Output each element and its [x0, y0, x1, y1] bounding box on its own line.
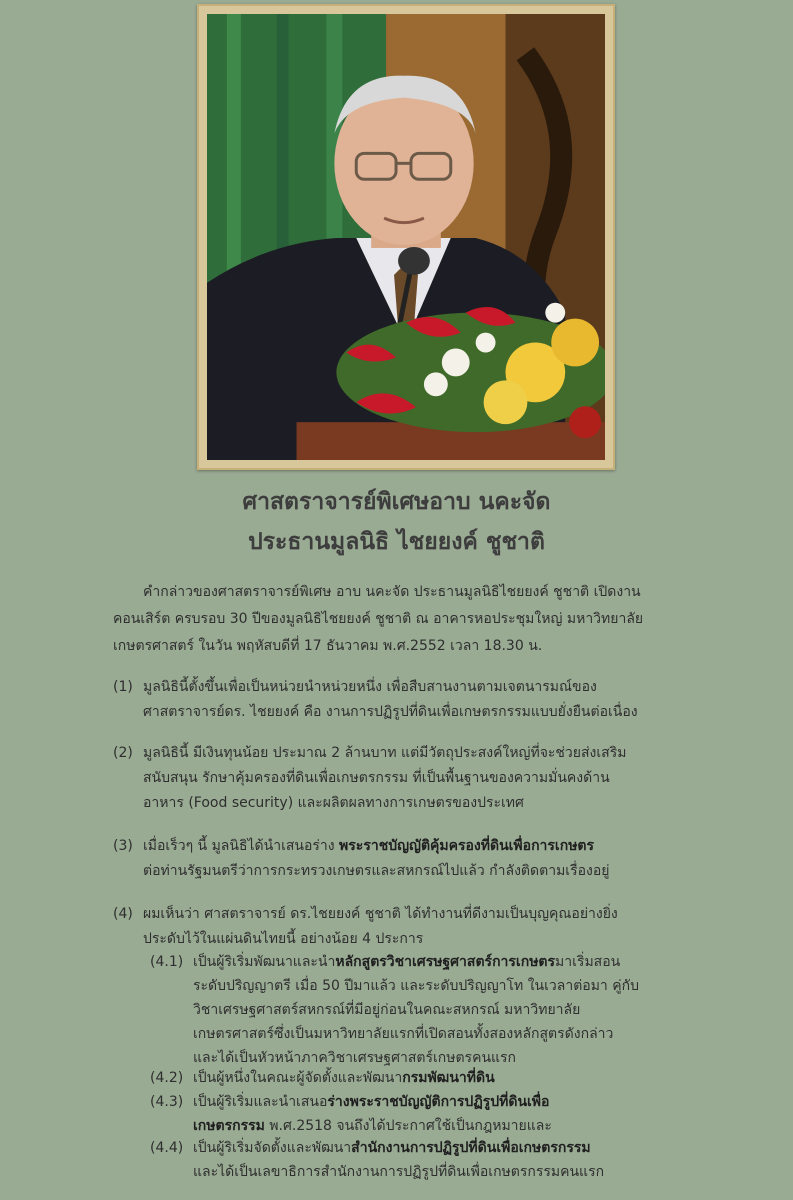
sub-item-line: [193, 1090, 549, 1114]
item-line: ประดับไว้ในแผ่นดินไทยนี้ อย่างน้อย 4 ประการ: [143, 931, 424, 947]
page-subtitle: ประธานมูลนิธิ ไชยยงค์ ชูชาติ: [248, 529, 545, 555]
sub-item-line: วิชาเศรษฐศาสตร์สหกรณ์ที่มีอยู่ก่อนในคณะสหกรณ์ มหาวิทยาลัย: [193, 1002, 581, 1018]
curriculum-name: หลักสูตรวิชาเศรษฐศาสตร์การเกษตร: [335, 954, 556, 970]
sub-item-text: เป็นผู้ริเริ่มพัฒนาและนำ: [193, 954, 336, 970]
department-name: กรมพัฒนาที่ดิน: [402, 1070, 495, 1086]
sub-item-text: เป็นผู้ริเริ่มและนำเสนอ: [193, 1094, 328, 1110]
item-line: ศาสตราจารย์ดร. ไชยยงค์ คือ งานการปฏิรูปที่ดินเพื่อเกษตรกรรมแบบยั่งยืนต่อเนื่อง: [143, 704, 638, 720]
item-number: (3): [113, 838, 133, 854]
sub-item-line: [193, 1066, 495, 1090]
sub-item-number: (4.2): [150, 1070, 184, 1086]
item-line: [143, 834, 594, 858]
sub-item-number: (4.4): [150, 1140, 184, 1156]
portrait-frame: [197, 4, 615, 470]
item-number: (2): [113, 745, 133, 761]
sub-item-text: เป็นผู้หนึ่งในคณะผู้จัดตั้งและพัฒนา: [193, 1070, 403, 1086]
sub-item-line: [193, 1136, 591, 1160]
sub-item-number: (4.1): [150, 954, 184, 970]
bill-name: พระราชบัญญัติคุ้มครองที่ดินเพื่อการเกษตร: [339, 838, 595, 854]
item-line: มูลนิธินี้ตั้งขึ้นเพื่อเป็นหน่วยนำหน่วยหนึ่ง เพื่อสืบสานงานตามเจตนารมณ์ของ: [143, 679, 597, 695]
item-line: ต่อท่านรัฐมนตรีว่าการกระทรวงเกษตรและสหกรณ์ไปแล้ว กำลังติดตามเรื่องอยู่: [143, 863, 610, 879]
sub-item-line: [193, 1114, 552, 1138]
item-line: มูลนิธินี้ มีเงินทุนน้อย ประมาณ 2 ล้านบาท แต่มีวัตถุประสงค์ใหญ่ที่จะช่วยส่งเสริม: [143, 745, 627, 761]
office-name: สำนักงานการปฏิรูปที่ดินเพื่อเกษตรกรรม: [351, 1140, 591, 1156]
sub-item-text: มาเริ่มสอน: [555, 954, 621, 970]
item-text: เมื่อเร็วๆ นี้ มูลนิธิได้นำเสนอร่าง: [143, 838, 340, 854]
page-title: ศาสตราจารย์พิเศษอาบ นคะจัด: [242, 489, 551, 515]
sub-item-line: และได้เป็นเลขาธิการสำนักงานการปฏิรูปที่ดินเพื่อเกษตรกรรมคนแรก: [193, 1164, 605, 1180]
intro-line: คำกล่าวของศาสตราจารย์พิเศษ อาบ นคะจัด ประธานมูลนิธิไชยยงค์ ชูชาติ เปิดงาน: [143, 584, 641, 600]
sub-item-line: เกษตรศาสตร์ซึ่งเป็นมหาวิทยาลัยแรกที่เปิดสอนทั้งสองหลักสูตรดังกล่าว: [193, 1026, 614, 1042]
item-number: (4): [113, 906, 133, 922]
sub-item-text: เป็นผู้ริเริ่มจัดตั้งและพัฒนา: [193, 1140, 352, 1156]
item-line: อาหาร (Food security) และผลิตผลทางการเกษตรของประเทศ: [143, 795, 524, 811]
bill-name: เกษตรกรรม: [193, 1118, 265, 1134]
sub-item-line: [193, 950, 620, 974]
item-number: (1): [113, 679, 133, 695]
sub-item-text: พ.ศ.2518 จนถึงได้ประกาศใช้เป็นกฎหมายและ: [264, 1118, 552, 1134]
sub-item-number: (4.3): [150, 1094, 184, 1110]
bill-name: ร่างพระราชบัญญัติการปฏิรูปที่ดินเพื่อ: [327, 1094, 550, 1110]
sub-item-line: ระดับปริญญาตรี เมื่อ 50 ปีมาแล้ว และระดับปริญญาโท ในเวลาต่อมา คู่กับ: [193, 978, 639, 994]
item-line: สนับสนุน รักษาคุ้มครองที่ดินเพื่อเกษตรกรรม ที่เป็นพื้นฐานของความมั่นคงด้าน: [143, 770, 610, 786]
sub-item-line: และได้เป็นหัวหน้าภาควิชาเศรษฐศาสตร์เกษตรคนแรก: [193, 1050, 517, 1066]
item-line: ผมเห็นว่า ศาสตราจารย์ ดร.ไชยยงค์ ชูชาติ ได้ทำงานที่ดีงามเป็นบุญคุณอย่างยิ่ง: [143, 906, 618, 922]
intro-line: เกษตรศาสตร์ ในวัน พฤหัสบดีที่ 17 ธันวาคม พ.ศ.2552 เวลา 18.30 น.: [113, 638, 543, 654]
portrait-photo: [207, 14, 605, 460]
intro-line: คอนเสิร์ต ครบรอบ 30 ปีของมูลนิธิไชยยงค์ ชูชาติ ณ อาคารหอประชุมใหญ่ มหาวิทยาลัย: [113, 611, 644, 627]
